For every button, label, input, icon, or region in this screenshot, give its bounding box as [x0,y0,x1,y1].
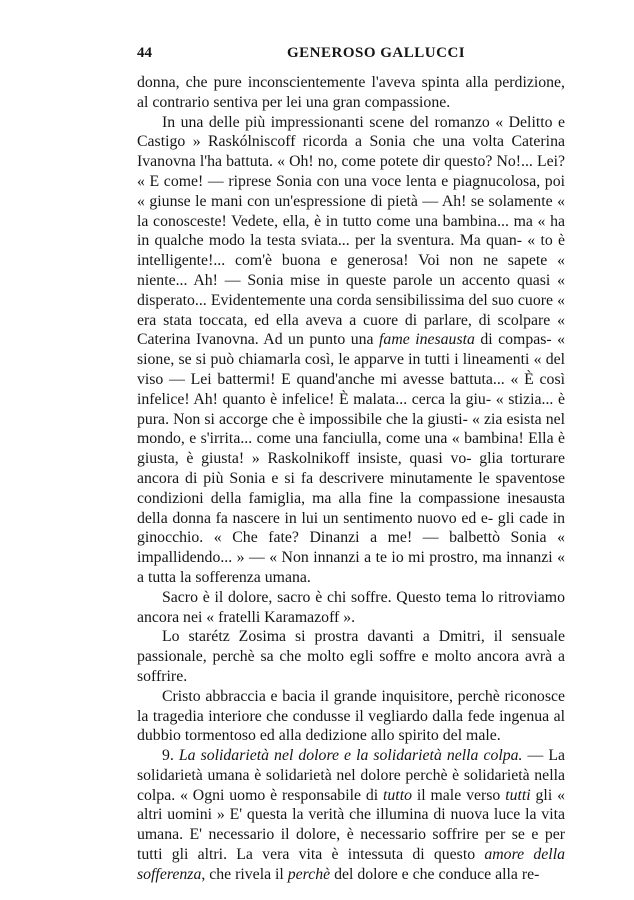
page-number: 44 [137,45,152,61]
text-segment: In una delle più impressionanti scene del romanzo « Delitto e Castigo » Raskólniscoff ricorda a Sonia che una volta Caterina Ivanovna l'ha battuta. « Oh! no, come potete dir questo? No!... Lei? « E come! — riprese Sonia con una voce lenta e piagnucolosa, poi « giunse le mani con un'espressione di pietà — Ah! se solamente « la conosceste! Vedete, ella, è in tutto come una bambina... ma « ha in qualche modo la testa sviata... per la sventura. Ma quan- « to è intelligente!... com'è buona e generosa! Voi non ne sapete « niente... Ah! — Sonia mise in queste parole un accento quasi « disperato... Evidentemente una corda sensibilissima del suo cuore « era stata toccata, ed ella aveva a cuore di parlare, di scolpare « Caterina Ivanovna. Ad un punto una [137,113,565,349]
text-segment: del dolore e che conduce alla re- [330,865,540,883]
paragraph-p3 [137,588,565,628]
text-segment: il male verso [411,786,506,804]
paragraph-p1 [137,73,565,113]
text-segment: donna, che pure inconscientemente l'aveva spinta alla perdizione, al contrario sentiva per lei una gran compassione. [137,74,565,111]
text-segment: — La solidarietà umana è solidarietà nel dolore perchè è solidarietà nella colpa. « Ogni uomo è responsabile di [137,747,566,804]
italic-text: perchè [287,865,331,883]
running-head [137,43,565,63]
paragraph-p6 [137,746,565,885]
text-segment: Cristo abbraccia e bacia il grande inquisitore, perchè riconosce la tragedia interiore che condusse il vegliardo dalla fede ingenua al dubbio tormentoso ed alla dedizione allo spirito del male. [137,687,565,745]
text-segment: di compas- « sione, se si può chiamarla così, le apparve in tutti i lineamenti « del viso — Lei battermi! E quand'anche mi avesse battuta... « È così infelice! Ah! quanto è infelice! È malata... cerca la giu- « stizia... è pura. Non si accorge che è impossibile che la giusti- « zia esista nel mondo, e s'irrita... come una fanciulla, come una « bambina! Ella è giusta, è giusta! » Raskolnikoff insiste, quasi vo- glia torturare ancora di più Sonia e si fa descrivere minutamente le spaventose condizioni della famiglia, ma alla fine la compassione inesausta della donna fa nascere in lui un sentimento nuovo ed e- gli cade in ginocchio. « Che fate? Dinanzi a me! — balbettò Sonia « impallidendo... » — « Non innanzi a te io mi prostro, ma innanzi « a tutta la sofferenza umana. [137,331,565,586]
paragraph-p2 [137,113,565,588]
italic-text: amore della sofferenza [137,846,565,883]
italic-text: tutto [383,786,412,804]
text-segment: , che rivela il [201,865,288,883]
text-segment: 9. [162,747,179,765]
body-text [137,73,565,885]
italic-text: fame inesausta [379,331,475,349]
italic-text: La solidarietà nel dolore e la solidarietà nella colpa. [178,747,523,765]
text-segment: Sacro è il dolore, sacro è chi soffre. Questo tema lo ritroviamo ancora nei « fratelli Karamazoff ». [137,588,565,626]
text-segment: Lo starétz Zosima si prostra davanti a Dmitri, il sensuale passionale, perchè sa che molto egli soffre e molto ancora avrà a soffrire. [137,628,565,685]
text-segment: gli « altri uomini » E' questa la verità che illumina di nuova luce la vita umana. E' necessario il dolore, è necessario soffrire per se e per tutti gli altri. La vera vita è intessuta di questo [137,786,565,864]
running-title: GENEROSO GALLUCCI [287,45,466,61]
paragraph-p5 [137,687,565,746]
italic-text: tutti [505,786,531,804]
paragraph-p4 [137,627,565,686]
